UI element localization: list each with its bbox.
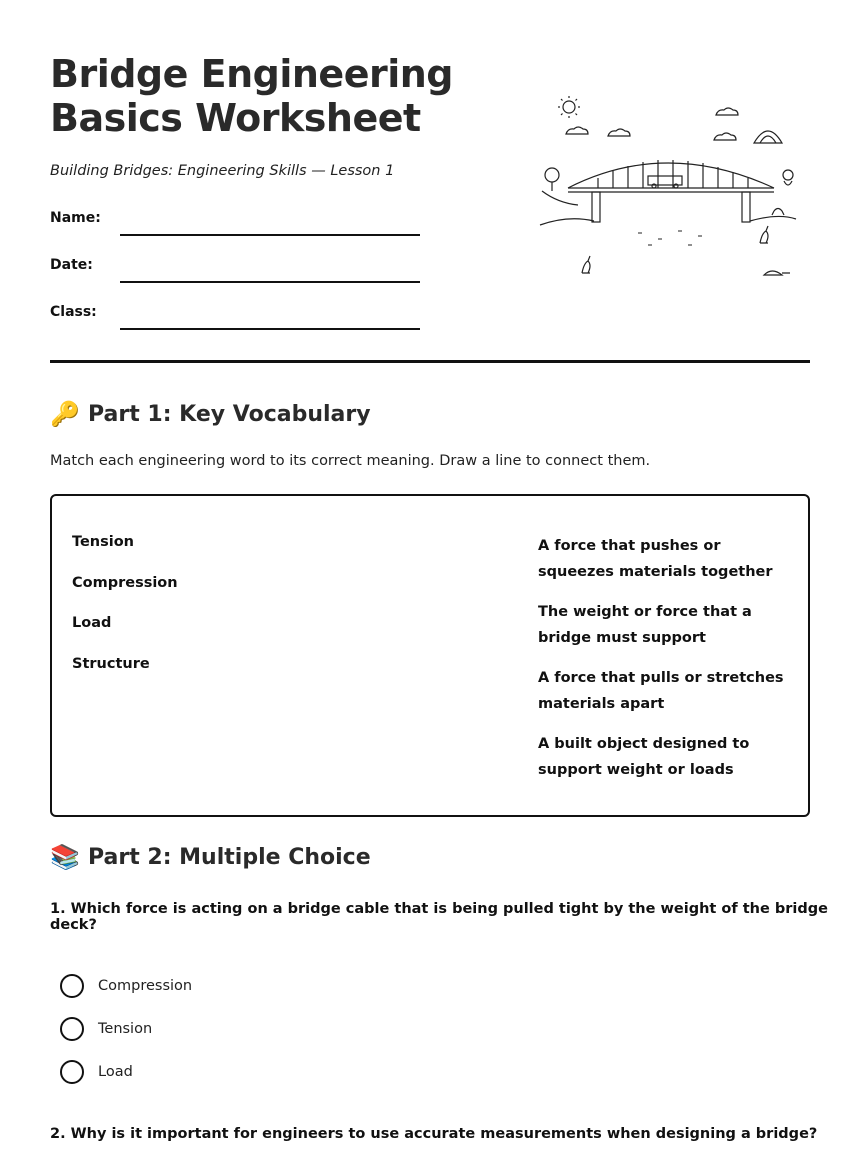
koala-icon [783, 170, 793, 185]
page-title: Bridge Engineering Basics Worksheet [50, 52, 453, 140]
radio-button[interactable] [60, 974, 84, 998]
option-row[interactable] [60, 1050, 192, 1093]
definition-item[interactable]: A force that pushes or squeezes materials together [538, 538, 773, 580]
name-field[interactable] [50, 208, 420, 236]
class-input-line[interactable] [120, 328, 420, 330]
name-label: Name: [50, 210, 101, 226]
cloud-icon [566, 108, 738, 140]
kangaroo-icon [582, 226, 768, 273]
class-label: Class: [50, 304, 97, 320]
tent-icon [754, 131, 782, 143]
term-item[interactable]: Compression [72, 574, 178, 591]
tree-icon [545, 168, 559, 191]
definition-item[interactable]: A built object designed to support weight or loads [538, 736, 750, 778]
term-item[interactable]: Tension [72, 534, 135, 550]
sun-icon [558, 96, 580, 118]
option-label: Tension [98, 1020, 153, 1037]
definition-list [538, 534, 798, 798]
date-input-line[interactable] [120, 281, 420, 283]
platypus-icon [764, 271, 790, 275]
vocabulary-matching-box [50, 494, 810, 817]
name-input-line[interactable] [120, 234, 420, 236]
term-item[interactable]: Structure [72, 655, 150, 672]
option-row[interactable] [60, 964, 192, 1007]
class-field[interactable] [50, 302, 420, 330]
radio-button[interactable] [60, 1017, 84, 1041]
header-divider [50, 360, 810, 363]
date-label: Date: [50, 257, 93, 273]
definition-item[interactable]: The weight or force that a bridge must support [538, 604, 752, 646]
part1-heading [50, 400, 371, 428]
term-list [72, 534, 178, 696]
option-label: Compression [98, 977, 193, 994]
term-item[interactable]: Load [72, 615, 112, 631]
key-icon: 🔑 [50, 400, 80, 428]
question-1-options [60, 964, 192, 1093]
date-field[interactable] [50, 255, 420, 283]
small-animal-icon [772, 209, 784, 216]
option-row[interactable] [60, 1007, 192, 1050]
part1-instructions: Match each engineering word to its correct meaning. Draw a line to connect them. [50, 453, 651, 469]
part2-heading [50, 843, 371, 871]
definition-item[interactable]: A force that pulls or stretches materials apart [538, 670, 784, 712]
radio-button[interactable] [60, 1060, 84, 1084]
part1-title: Part 1: Key Vocabulary [88, 401, 371, 427]
books-icon: 📚 [50, 843, 80, 871]
bridge-illustration-icon [538, 93, 798, 293]
question-2: 2. Why is it important for engineers to use accurate measurements when designing a bridge? [50, 1126, 818, 1142]
part2-title: Part 2: Multiple Choice [88, 844, 371, 870]
bridge-icon [568, 160, 774, 222]
option-label: Load [98, 1063, 133, 1080]
lesson-subtitle: Building Bridges: Engineering Skills — Lesson 1 [50, 163, 395, 179]
question-1: 1. Which force is acting on a bridge cable that is being pulled tight by the weight of the bridge deck? [50, 901, 828, 933]
